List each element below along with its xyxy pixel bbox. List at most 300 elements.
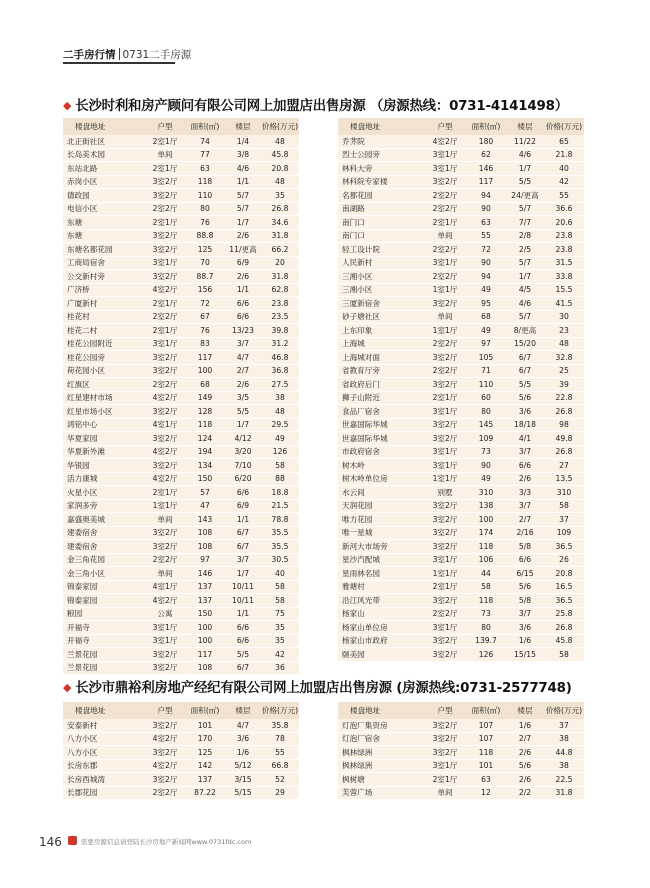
price-cell: 31.2 xyxy=(261,337,299,351)
area-cell: 80 xyxy=(185,202,225,216)
layout-cell: 3室1厅 xyxy=(424,162,466,176)
property-name-cell: 杨家山 xyxy=(338,607,424,621)
layout-cell: 3室1厅 xyxy=(145,621,185,635)
price-cell: 75 xyxy=(261,607,299,621)
table-row xyxy=(63,526,299,540)
col-name: 楼盘地址 xyxy=(338,702,424,719)
floor-cell: 5/7 xyxy=(225,202,261,216)
property-name-cell: 金三角小区 xyxy=(63,567,145,581)
property-name-cell: 杨家山单位房 xyxy=(338,621,424,635)
floor-cell: 1/1 xyxy=(225,513,261,527)
floor-cell: 1/1 xyxy=(225,175,261,189)
property-name-cell: 林科大旁 xyxy=(338,162,424,176)
section1-left-table xyxy=(63,118,299,675)
floor-cell: 18/18 xyxy=(506,418,544,432)
property-name-cell: 嘉盛奥美城 xyxy=(63,513,145,527)
floor-cell: 1/1 xyxy=(225,283,261,297)
area-cell: 70 xyxy=(185,256,225,270)
floor-cell: 6/6 xyxy=(225,310,261,324)
price-cell: 48 xyxy=(261,175,299,189)
layout-cell: 4室2厅 xyxy=(145,759,185,773)
table-row xyxy=(63,594,299,608)
layout-cell: 3室1厅 xyxy=(424,148,466,162)
property-name-cell: 沿江风光带 xyxy=(338,594,424,608)
layout-cell: 4室2厅 xyxy=(145,445,185,459)
floor-cell: 7/10 xyxy=(225,459,261,473)
area-cell: 100 xyxy=(185,621,225,635)
table-row xyxy=(63,773,299,787)
subcategory-label: 0731二手房源 xyxy=(122,49,192,61)
layout-cell: 单间 xyxy=(145,567,185,581)
property-name-cell: 烈士公园旁 xyxy=(338,148,424,162)
area-cell: 310 xyxy=(466,486,506,500)
floor-cell: 2/6 xyxy=(225,229,261,243)
property-name-cell: 广济桥 xyxy=(63,283,145,297)
floor-cell: 6/6 xyxy=(506,459,544,473)
floor-cell: 2/6 xyxy=(506,746,544,760)
table-row xyxy=(63,216,299,230)
layout-cell: 1室1厅 xyxy=(424,283,466,297)
layout-cell: 3室2厅 xyxy=(424,378,466,392)
price-cell: 48 xyxy=(261,405,299,419)
property-name-cell: 上东印象 xyxy=(338,324,424,338)
layout-cell: 2室2厅 xyxy=(145,786,185,800)
layout-cell: 2室1厅 xyxy=(145,162,185,176)
layout-cell: 2室2厅 xyxy=(424,364,466,378)
floor-cell: 6/15 xyxy=(506,567,544,581)
bullet-icon: ◆ xyxy=(63,99,72,112)
page-footer xyxy=(39,835,251,849)
property-name-cell: 人民新村 xyxy=(338,256,424,270)
floor-cell: 3/7 xyxy=(506,607,544,621)
property-name-cell: 树木岭 xyxy=(338,459,424,473)
property-name-cell: 荷花园小区 xyxy=(63,364,145,378)
floor-cell: 3/6 xyxy=(225,732,261,746)
price-cell: 41.5 xyxy=(544,297,584,311)
area-cell: 118 xyxy=(185,418,225,432)
layout-cell: 4室2厅 xyxy=(145,391,185,405)
floor-cell: 15/20 xyxy=(506,337,544,351)
price-cell: 27 xyxy=(544,459,584,473)
floor-cell: 1/7 xyxy=(506,270,544,284)
property-name-cell: 活力康城 xyxy=(63,472,145,486)
footer-text: 需要房源信息请登陆长沙房地产新闻网www.0731fdc.com xyxy=(80,838,252,846)
property-name-cell: 颐美园 xyxy=(338,648,424,662)
floor-cell: 2/7 xyxy=(506,732,544,746)
layout-cell: 3室2厅 xyxy=(424,746,466,760)
price-cell: 39.8 xyxy=(261,324,299,338)
layout-cell: 2室1厅 xyxy=(145,216,185,230)
floor-cell: 15/15 xyxy=(506,648,544,662)
table-row xyxy=(338,378,584,392)
floor-cell: 2/6 xyxy=(225,270,261,284)
layout-cell: 4室2厅 xyxy=(145,472,185,486)
price-cell: 33.8 xyxy=(544,270,584,284)
table-row xyxy=(63,732,299,746)
property-name-cell: 长房东郡 xyxy=(63,759,145,773)
property-name-cell: 省政府后门 xyxy=(338,378,424,392)
area-cell: 88.7 xyxy=(185,270,225,284)
floor-cell: 6/7 xyxy=(225,661,261,675)
price-cell: 88 xyxy=(261,472,299,486)
area-cell: 106 xyxy=(466,553,506,567)
layout-cell: 1室1厅 xyxy=(424,472,466,486)
section2-title: ◆ 长沙市鼎裕利房地产经纪有限公司网上加盟店出售房源 (房源热线:0731-2577748) xyxy=(63,681,572,696)
area-cell: 68 xyxy=(185,378,225,392)
layout-cell: 单间 xyxy=(145,148,185,162)
price-cell: 58 xyxy=(544,499,584,513)
property-name-cell: 八方小区 xyxy=(63,732,145,746)
table-row xyxy=(63,135,299,148)
area-cell: 83 xyxy=(185,337,225,351)
floor-cell: 3/7 xyxy=(506,445,544,459)
table-row xyxy=(63,621,299,635)
layout-cell: 4室2厅 xyxy=(145,283,185,297)
col-layout: 户型 xyxy=(145,702,185,719)
area-cell: 44 xyxy=(466,567,506,581)
property-name-cell: 东塘 xyxy=(63,216,145,230)
price-cell: 98 xyxy=(544,418,584,432)
floor-cell: 4/6 xyxy=(506,148,544,162)
table-row xyxy=(63,759,299,773)
area-cell: 72 xyxy=(185,297,225,311)
table-row xyxy=(63,175,299,189)
category-label: 二手房行情 xyxy=(63,49,116,61)
layout-cell: 3室2厅 xyxy=(424,175,466,189)
table-row xyxy=(338,418,584,432)
col-layout: 户型 xyxy=(424,702,466,719)
floor-cell: 6/6 xyxy=(225,634,261,648)
area-cell: 49 xyxy=(466,324,506,338)
section1-right-table xyxy=(338,118,584,662)
floor-cell: 3/8 xyxy=(225,148,261,162)
col-floor: 楼层 xyxy=(225,702,261,719)
price-cell: 49 xyxy=(261,432,299,446)
price-cell: 38 xyxy=(261,391,299,405)
property-name-cell: 公交新村旁 xyxy=(63,270,145,284)
table-row xyxy=(63,432,299,446)
price-cell: 29.5 xyxy=(261,418,299,432)
price-cell: 26.8 xyxy=(544,445,584,459)
table-row xyxy=(338,162,584,176)
layout-cell: 3室2厅 xyxy=(145,526,185,540)
price-cell: 35 xyxy=(261,621,299,635)
price-cell: 29 xyxy=(261,786,299,800)
table-row xyxy=(63,648,299,662)
table-row xyxy=(338,513,584,527)
property-name-cell: 电信小区 xyxy=(63,202,145,216)
table-row xyxy=(63,283,299,297)
table-row xyxy=(338,229,584,243)
property-name-cell: 林科院专家楼 xyxy=(338,175,424,189)
area-cell: 149 xyxy=(185,391,225,405)
price-cell: 31.5 xyxy=(544,256,584,270)
price-cell: 31.8 xyxy=(261,270,299,284)
layout-cell: 2室2厅 xyxy=(424,607,466,621)
table-row xyxy=(338,351,584,365)
layout-cell: 2室1厅 xyxy=(424,216,466,230)
table-row xyxy=(338,607,584,621)
floor-cell: 1/4 xyxy=(225,135,261,148)
price-cell: 48 xyxy=(261,135,299,148)
property-name-cell: 杨家山市政府 xyxy=(338,634,424,648)
table-row xyxy=(63,472,299,486)
floor-cell: 3/5 xyxy=(225,391,261,405)
property-name-cell: 长郡花园 xyxy=(63,786,145,800)
area-cell: 145 xyxy=(466,418,506,432)
property-name-cell: 桂花公园旁 xyxy=(63,351,145,365)
layout-cell: 公寓 xyxy=(145,607,185,621)
table-row xyxy=(338,270,584,284)
table-row xyxy=(63,553,299,567)
price-cell: 23.8 xyxy=(544,229,584,243)
layout-cell: 3室2厅 xyxy=(424,432,466,446)
property-name-cell: 世嘉国际华城 xyxy=(338,432,424,446)
area-cell: 150 xyxy=(185,607,225,621)
price-cell: 20.6 xyxy=(544,216,584,230)
property-name-cell: 东塘 xyxy=(63,229,145,243)
layout-cell: 3室2厅 xyxy=(145,364,185,378)
layout-cell: 3室2厅 xyxy=(145,243,185,257)
layout-cell: 4室1厅 xyxy=(145,418,185,432)
price-cell: 23 xyxy=(544,324,584,338)
area-cell: 76 xyxy=(185,216,225,230)
floor-cell: 6/6 xyxy=(225,486,261,500)
area-cell: 87.22 xyxy=(185,786,225,800)
table-row xyxy=(63,364,299,378)
layout-cell: 1室1厅 xyxy=(424,567,466,581)
layout-cell: 3室2厅 xyxy=(424,648,466,662)
floor-cell: 2/6 xyxy=(225,378,261,392)
area-cell: 100 xyxy=(185,364,225,378)
layout-cell: 3室2厅 xyxy=(424,594,466,608)
floor-cell: 2/7 xyxy=(225,364,261,378)
layout-cell: 3室2厅 xyxy=(424,351,466,365)
table-row xyxy=(338,445,584,459)
floor-cell: 2/2 xyxy=(506,786,544,800)
section1-title: ◆ 长沙时利和房产顾问有限公司网上加盟店出售房源 （房源热线：0731-4141498） xyxy=(63,99,568,114)
property-name-cell: 东塘名都花园 xyxy=(63,243,145,257)
area-cell: 12 xyxy=(466,786,506,800)
table-row xyxy=(338,324,584,338)
area-cell: 108 xyxy=(185,526,225,540)
table-row xyxy=(338,553,584,567)
price-cell: 44.8 xyxy=(544,746,584,760)
table-row xyxy=(338,432,584,446)
floor-cell: 2/8 xyxy=(506,229,544,243)
floor-cell: 2/6 xyxy=(506,773,544,787)
floor-cell: 4/6 xyxy=(506,297,544,311)
table-row xyxy=(338,391,584,405)
area-cell: 47 xyxy=(185,499,225,513)
floor-cell: 3/6 xyxy=(506,621,544,635)
col-layout: 户型 xyxy=(424,118,466,135)
floor-cell: 3/7 xyxy=(225,337,261,351)
price-cell: 49.8 xyxy=(544,432,584,446)
layout-cell: 4室2厅 xyxy=(145,732,185,746)
area-cell: 124 xyxy=(185,432,225,446)
area-cell: 76 xyxy=(185,324,225,338)
area-cell: 101 xyxy=(466,759,506,773)
layout-cell: 3室2厅 xyxy=(145,719,185,732)
table-row xyxy=(338,189,584,203)
col-area: 面积(㎡) xyxy=(185,118,225,135)
layout-cell: 3室2厅 xyxy=(424,540,466,554)
area-cell: 90 xyxy=(466,202,506,216)
area-cell: 146 xyxy=(466,162,506,176)
floor-cell: 6/7 xyxy=(225,540,261,554)
price-cell: 65 xyxy=(544,135,584,148)
floor-cell: 5/6 xyxy=(506,759,544,773)
layout-cell: 3室2厅 xyxy=(424,513,466,527)
price-cell: 35 xyxy=(261,189,299,203)
price-cell: 21.5 xyxy=(261,499,299,513)
layout-cell: 3室2厅 xyxy=(145,405,185,419)
area-cell: 57 xyxy=(185,486,225,500)
layout-cell: 4室2厅 xyxy=(424,135,466,148)
area-cell: 100 xyxy=(466,513,506,527)
table-row xyxy=(63,270,299,284)
price-cell: 26 xyxy=(544,553,584,567)
area-cell: 74 xyxy=(185,135,225,148)
price-cell: 35.8 xyxy=(261,719,299,732)
table-row xyxy=(338,364,584,378)
price-cell: 40 xyxy=(261,567,299,581)
floor-cell: 5/7 xyxy=(506,202,544,216)
floor-cell: 5/8 xyxy=(506,594,544,608)
floor-cell: 13/23 xyxy=(225,324,261,338)
table-row xyxy=(338,719,584,732)
area-cell: 97 xyxy=(185,553,225,567)
price-cell: 58 xyxy=(261,459,299,473)
property-name-cell: 三湘小区 xyxy=(338,270,424,284)
price-cell: 58 xyxy=(261,580,299,594)
area-cell: 55 xyxy=(466,229,506,243)
price-cell: 34.6 xyxy=(261,216,299,230)
area-cell: 194 xyxy=(185,445,225,459)
layout-cell: 3室1厅 xyxy=(424,621,466,635)
floor-cell: 6/20 xyxy=(225,472,261,486)
property-name-cell: 三湘小区 xyxy=(338,283,424,297)
table-row xyxy=(63,256,299,270)
area-cell: 180 xyxy=(466,135,506,148)
floor-cell: 24/更高 xyxy=(506,189,544,203)
area-cell: 118 xyxy=(185,175,225,189)
table-row xyxy=(338,202,584,216)
layout-cell: 单间 xyxy=(424,229,466,243)
floor-cell: 5/15 xyxy=(225,786,261,800)
property-name-cell: 桂花二村 xyxy=(63,324,145,338)
property-name-cell: 市政府宿舍 xyxy=(338,445,424,459)
price-cell: 16.5 xyxy=(544,580,584,594)
table-header xyxy=(63,702,299,719)
col-floor: 楼层 xyxy=(225,118,261,135)
breadcrumb xyxy=(63,47,191,62)
col-price: 价格(万元) xyxy=(544,702,584,719)
property-name-cell: 灯泡厂宿舍 xyxy=(338,732,424,746)
price-cell: 78 xyxy=(261,732,299,746)
price-cell: 26.8 xyxy=(544,621,584,635)
table-row xyxy=(63,148,299,162)
floor-cell: 5/5 xyxy=(506,175,544,189)
area-cell: 49 xyxy=(466,472,506,486)
floor-cell: 10/11 xyxy=(225,594,261,608)
floor-cell: 4/1 xyxy=(506,432,544,446)
table-row xyxy=(338,732,584,746)
table-row xyxy=(338,634,584,648)
layout-cell: 2室1厅 xyxy=(145,297,185,311)
property-name-cell: 东站北路 xyxy=(63,162,145,176)
property-name-cell: 赤岗小区 xyxy=(63,175,145,189)
layout-cell: 别墅 xyxy=(424,486,466,500)
area-cell: 63 xyxy=(185,162,225,176)
price-cell: 21.8 xyxy=(544,148,584,162)
property-name-cell: 兰景花园 xyxy=(63,648,145,662)
area-cell: 117 xyxy=(185,648,225,662)
price-cell: 36.6 xyxy=(544,202,584,216)
col-area: 面积(㎡) xyxy=(466,118,506,135)
floor-cell: 10/11 xyxy=(225,580,261,594)
area-cell: 90 xyxy=(466,459,506,473)
price-cell: 45.8 xyxy=(261,148,299,162)
price-cell: 37 xyxy=(544,719,584,732)
area-cell: 60 xyxy=(466,391,506,405)
price-cell: 36.8 xyxy=(261,364,299,378)
property-name-cell: 建委宿舍 xyxy=(63,526,145,540)
col-price: 价格(万元) xyxy=(261,702,299,719)
area-cell: 73 xyxy=(466,445,506,459)
price-cell: 48 xyxy=(544,337,584,351)
layout-cell: 3室2厅 xyxy=(145,746,185,760)
layout-cell: 2室2厅 xyxy=(145,378,185,392)
layout-cell: 3室2厅 xyxy=(145,459,185,473)
area-cell: 128 xyxy=(185,405,225,419)
property-name-cell: 星沙汽配城 xyxy=(338,553,424,567)
floor-cell: 6/7 xyxy=(506,364,544,378)
table-row xyxy=(63,499,299,513)
table-row xyxy=(338,310,584,324)
area-cell: 137 xyxy=(185,594,225,608)
table-row xyxy=(63,746,299,760)
layout-cell: 3室2厅 xyxy=(424,719,466,732)
area-cell: 88.8 xyxy=(185,229,225,243)
layout-cell: 2室2厅 xyxy=(424,337,466,351)
property-name-cell: 上海城 xyxy=(338,337,424,351)
property-name-cell: 华银园 xyxy=(63,459,145,473)
area-cell: 77 xyxy=(185,148,225,162)
table-row xyxy=(63,243,299,257)
layout-cell: 3室2厅 xyxy=(424,634,466,648)
layout-cell: 3室1厅 xyxy=(424,553,466,567)
table-row xyxy=(338,486,584,500)
table-header xyxy=(63,118,299,135)
area-cell: 68 xyxy=(466,310,506,324)
property-name-cell: 锦泰家园 xyxy=(63,580,145,594)
col-name: 楼盘地址 xyxy=(63,118,145,135)
floor-cell: 6/7 xyxy=(225,526,261,540)
property-name-cell: 建委宿舍 xyxy=(63,540,145,554)
area-cell: 174 xyxy=(466,526,506,540)
layout-cell: 3室2厅 xyxy=(424,499,466,513)
layout-cell: 3室2厅 xyxy=(424,732,466,746)
layout-cell: 3室2厅 xyxy=(145,270,185,284)
property-name-cell: 桂花村 xyxy=(63,310,145,324)
table-row xyxy=(338,472,584,486)
floor-cell: 5/12 xyxy=(225,759,261,773)
table-row xyxy=(338,243,584,257)
property-name-cell: 八方小区 xyxy=(63,746,145,760)
floor-cell: 4/7 xyxy=(225,719,261,732)
